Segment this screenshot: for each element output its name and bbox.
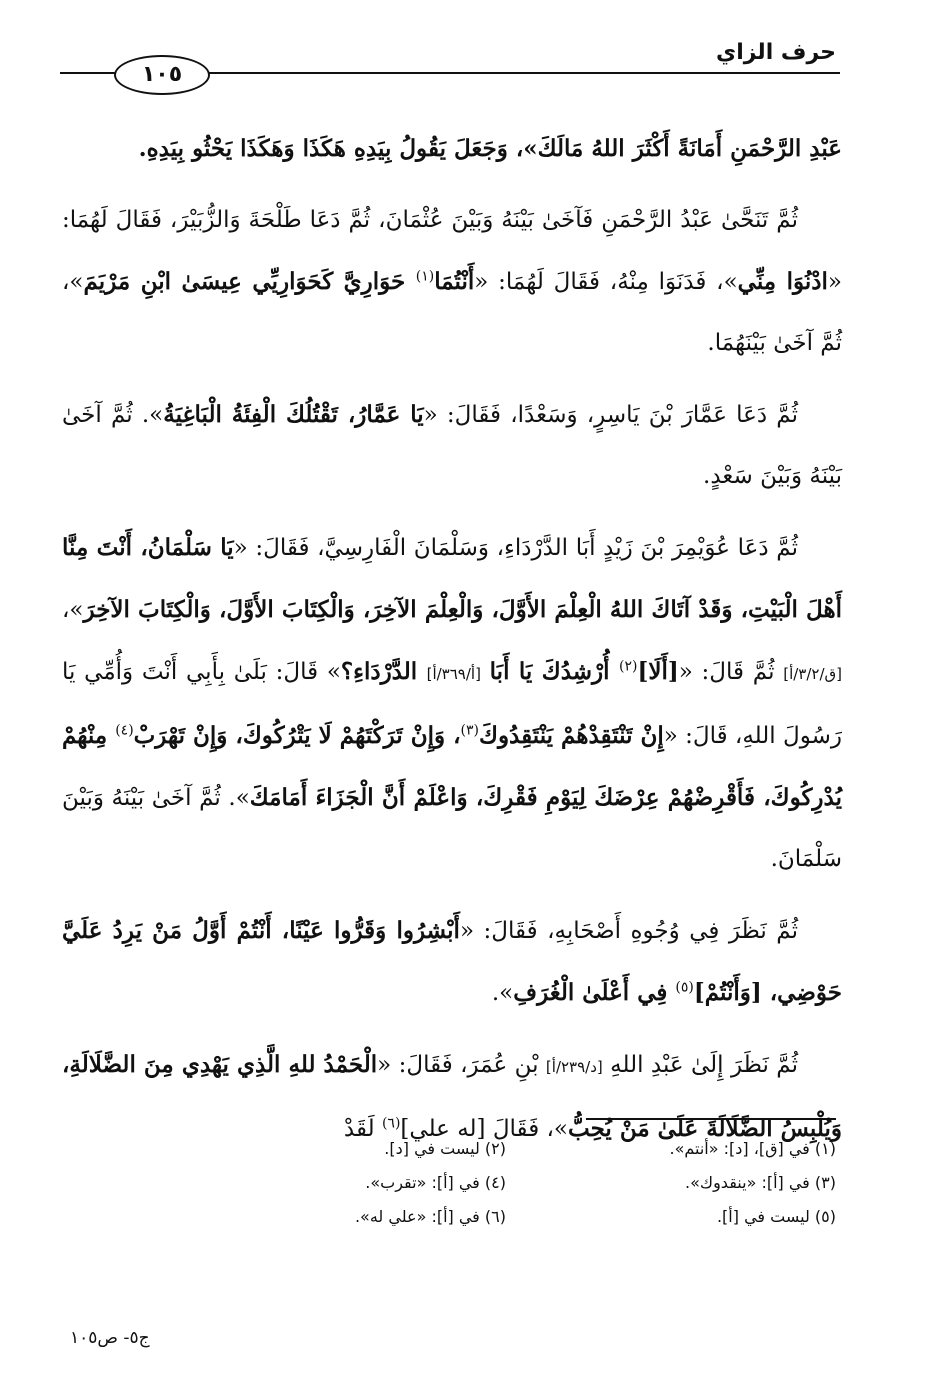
footnote-marker: (٦) <box>381 1115 401 1132</box>
footer-page-ref: ج٥- ص١٠٥ <box>70 1328 150 1348</box>
footnote-marker: (٣) <box>460 722 479 739</box>
paragraph-3: ثُمَّ دَعَا عَمَّارَ بْنَ يَاسِرٍ، وَسَعْدًا، فَقَالَ: «يَا عَمَّارُ، تَقْتُلُكَ الْفِئَةُ الْبَاغِيَةُ». ثُمَّ آخَىٰ بَيْنَهُ وَبَيْنَ سَعْدٍ. <box>62 401 842 489</box>
footnote-marker: (٢) <box>619 658 638 675</box>
footnote-4: (٤) في [أ]: «تقرب». <box>365 1173 506 1192</box>
footnote-3: (٣) في [أ]: «ينقدوك». <box>685 1173 836 1192</box>
paragraph-5: ثُمَّ نَظَرَ فِي وُجُوهِ أَصْحَابِهِ، فَقَالَ: «أَبْشِرُوا وَقَرُّوا عَيْنًا، أَنْتُمْ أَوَّلُ مَنْ يَرِدُ عَلَيَّ حَوْضِي، [وَأَنْتُمْ]$^{(٥)}$ فِي أَعْلَىٰ الْغُرَفِ». <box>62 917 842 1006</box>
paragraph-2: ثُمَّ تَنَحَّىٰ عَبْدُ الرَّحْمَنِ فَآخَىٰ بَيْنَهُ وَبَيْنَ عُثْمَانَ، ثُمَّ دَعَا طَلْحَةَ وَالزُّبَيْرَ، فَقَالَ لَهُمَا: «ادْنُوَا مِنِّي»، فَدَنَوَا مِنْهُ، فَقَالَ لَهُمَا: «أَنْتُمَا$^{(١)}$ حَوَارِيَّ كَحَوَارِيِّي عِيسَىٰ ابْنِ مَرْيَمَ»، ثُمَّ آخَىٰ بَيْنَهُمَا. <box>62 207 842 356</box>
footnote-6: (٦) في [أ]: «علي له». <box>354 1207 506 1226</box>
manuscript-ref: [د/٢٣٩/أ] <box>545 1058 603 1076</box>
page-number-oval: ١٠٥ <box>114 55 210 95</box>
footnote-2: (٢) ليست في [د]. <box>384 1139 506 1158</box>
footnote-marker: (٥) <box>675 979 694 996</box>
manuscript-ref: [ق/٣/٢/أ] <box>783 665 843 683</box>
footnotes <box>236 1135 836 1231</box>
main-text <box>62 118 842 1170</box>
paragraph-4: ثُمَّ دَعَا عُوَيْمِرَ بْنَ زَيْدٍ أَبَا الدَّرْدَاءِ، وَسَلْمَانَ الْفَارِسِيَّ، فَقَالَ: «يَا سَلْمَانُ، أَنْتَ مِنَّا أَهْلَ الْبَيْتِ، وَقَدْ آتَاكَ اللهُ الْعِلْمَ الأَوَّلَ، وَالْعِلْمَ الآخِرَ، وَالْكِتَابَ الأَوَّلَ، وَالْكِتَابَ الآخِرَ»، [ق/٣/٢/أ] ثُمَّ قَالَ: «[أَلَا]$^{(٢)}$ أُرْشِدُكَ يَا أَبَا [أ/٣٦٩/أ] الدَّرْدَاءِ؟» قَالَ: بَلَىٰ بِأَبِي أَنْتَ وَأُمِّي يَا رَسُولَ اللهِ، قَالَ: «إِنْ تَنْتَقِدْهُمْ يَنْتَقِدُوكَ$^{(٣)}$، وَإِنْ تَرَكْتَهُمْ لَا يَتْرُكُوكَ، وَإِنْ تَهْرَبْ$^{(٤)}$ مِنْهُمْ يُدْرِكُوكَ، فَأَقْرِضْهُمْ عِرْضَكَ لِيَوْمِ فَقْرِكَ، وَاعْلَمْ أَنَّ الْجَزَاءَ أَمَامَكَ». ثُمَّ آخَىٰ بَيْنَهُ وَبَيْنَ سَلْمَانَ. <box>62 534 843 872</box>
paragraph-1 <box>62 118 842 180</box>
running-head: حرف الزاي <box>716 40 836 65</box>
manuscript-ref: [أ/٣٦٩/أ] <box>426 665 481 683</box>
footnote-marker: (١) <box>415 268 435 285</box>
footnote-1: (١) في [ق]، [د]: «أنتم». <box>669 1139 836 1158</box>
footnote-marker: (٤) <box>115 722 134 739</box>
footnote-separator <box>586 1118 836 1120</box>
footnote-5: (٥) ليست في [أ]. <box>716 1207 836 1226</box>
quote-text: عَبْدِ الرَّحْمَنِ أَمَانَةً أَكْثَرَ اللهُ مَالَكَ»، وَجَعَلَ يَقُولُ بِيَدِهِ هَكَذَا وَهَكَذَا يَحْثُو بِيَدِهِ. <box>138 135 842 162</box>
paragraph-6: ثُمَّ نَظَرَ إِلَىٰ عَبْدِ اللهِ [د/٢٣٩/أ] بْنِ عُمَرَ، فَقَالَ: «الْحَمْدُ للهِ الَّذِي يَهْدِي مِنَ الضَّلَالَةِ، وَيُلْبِسُ الضَّلَالَةَ عَلَىٰ مَنْ يُحِبُّ»، فَقَالَ [له علي]$^{(٦)}$ لَقَدْ <box>62 1051 842 1142</box>
